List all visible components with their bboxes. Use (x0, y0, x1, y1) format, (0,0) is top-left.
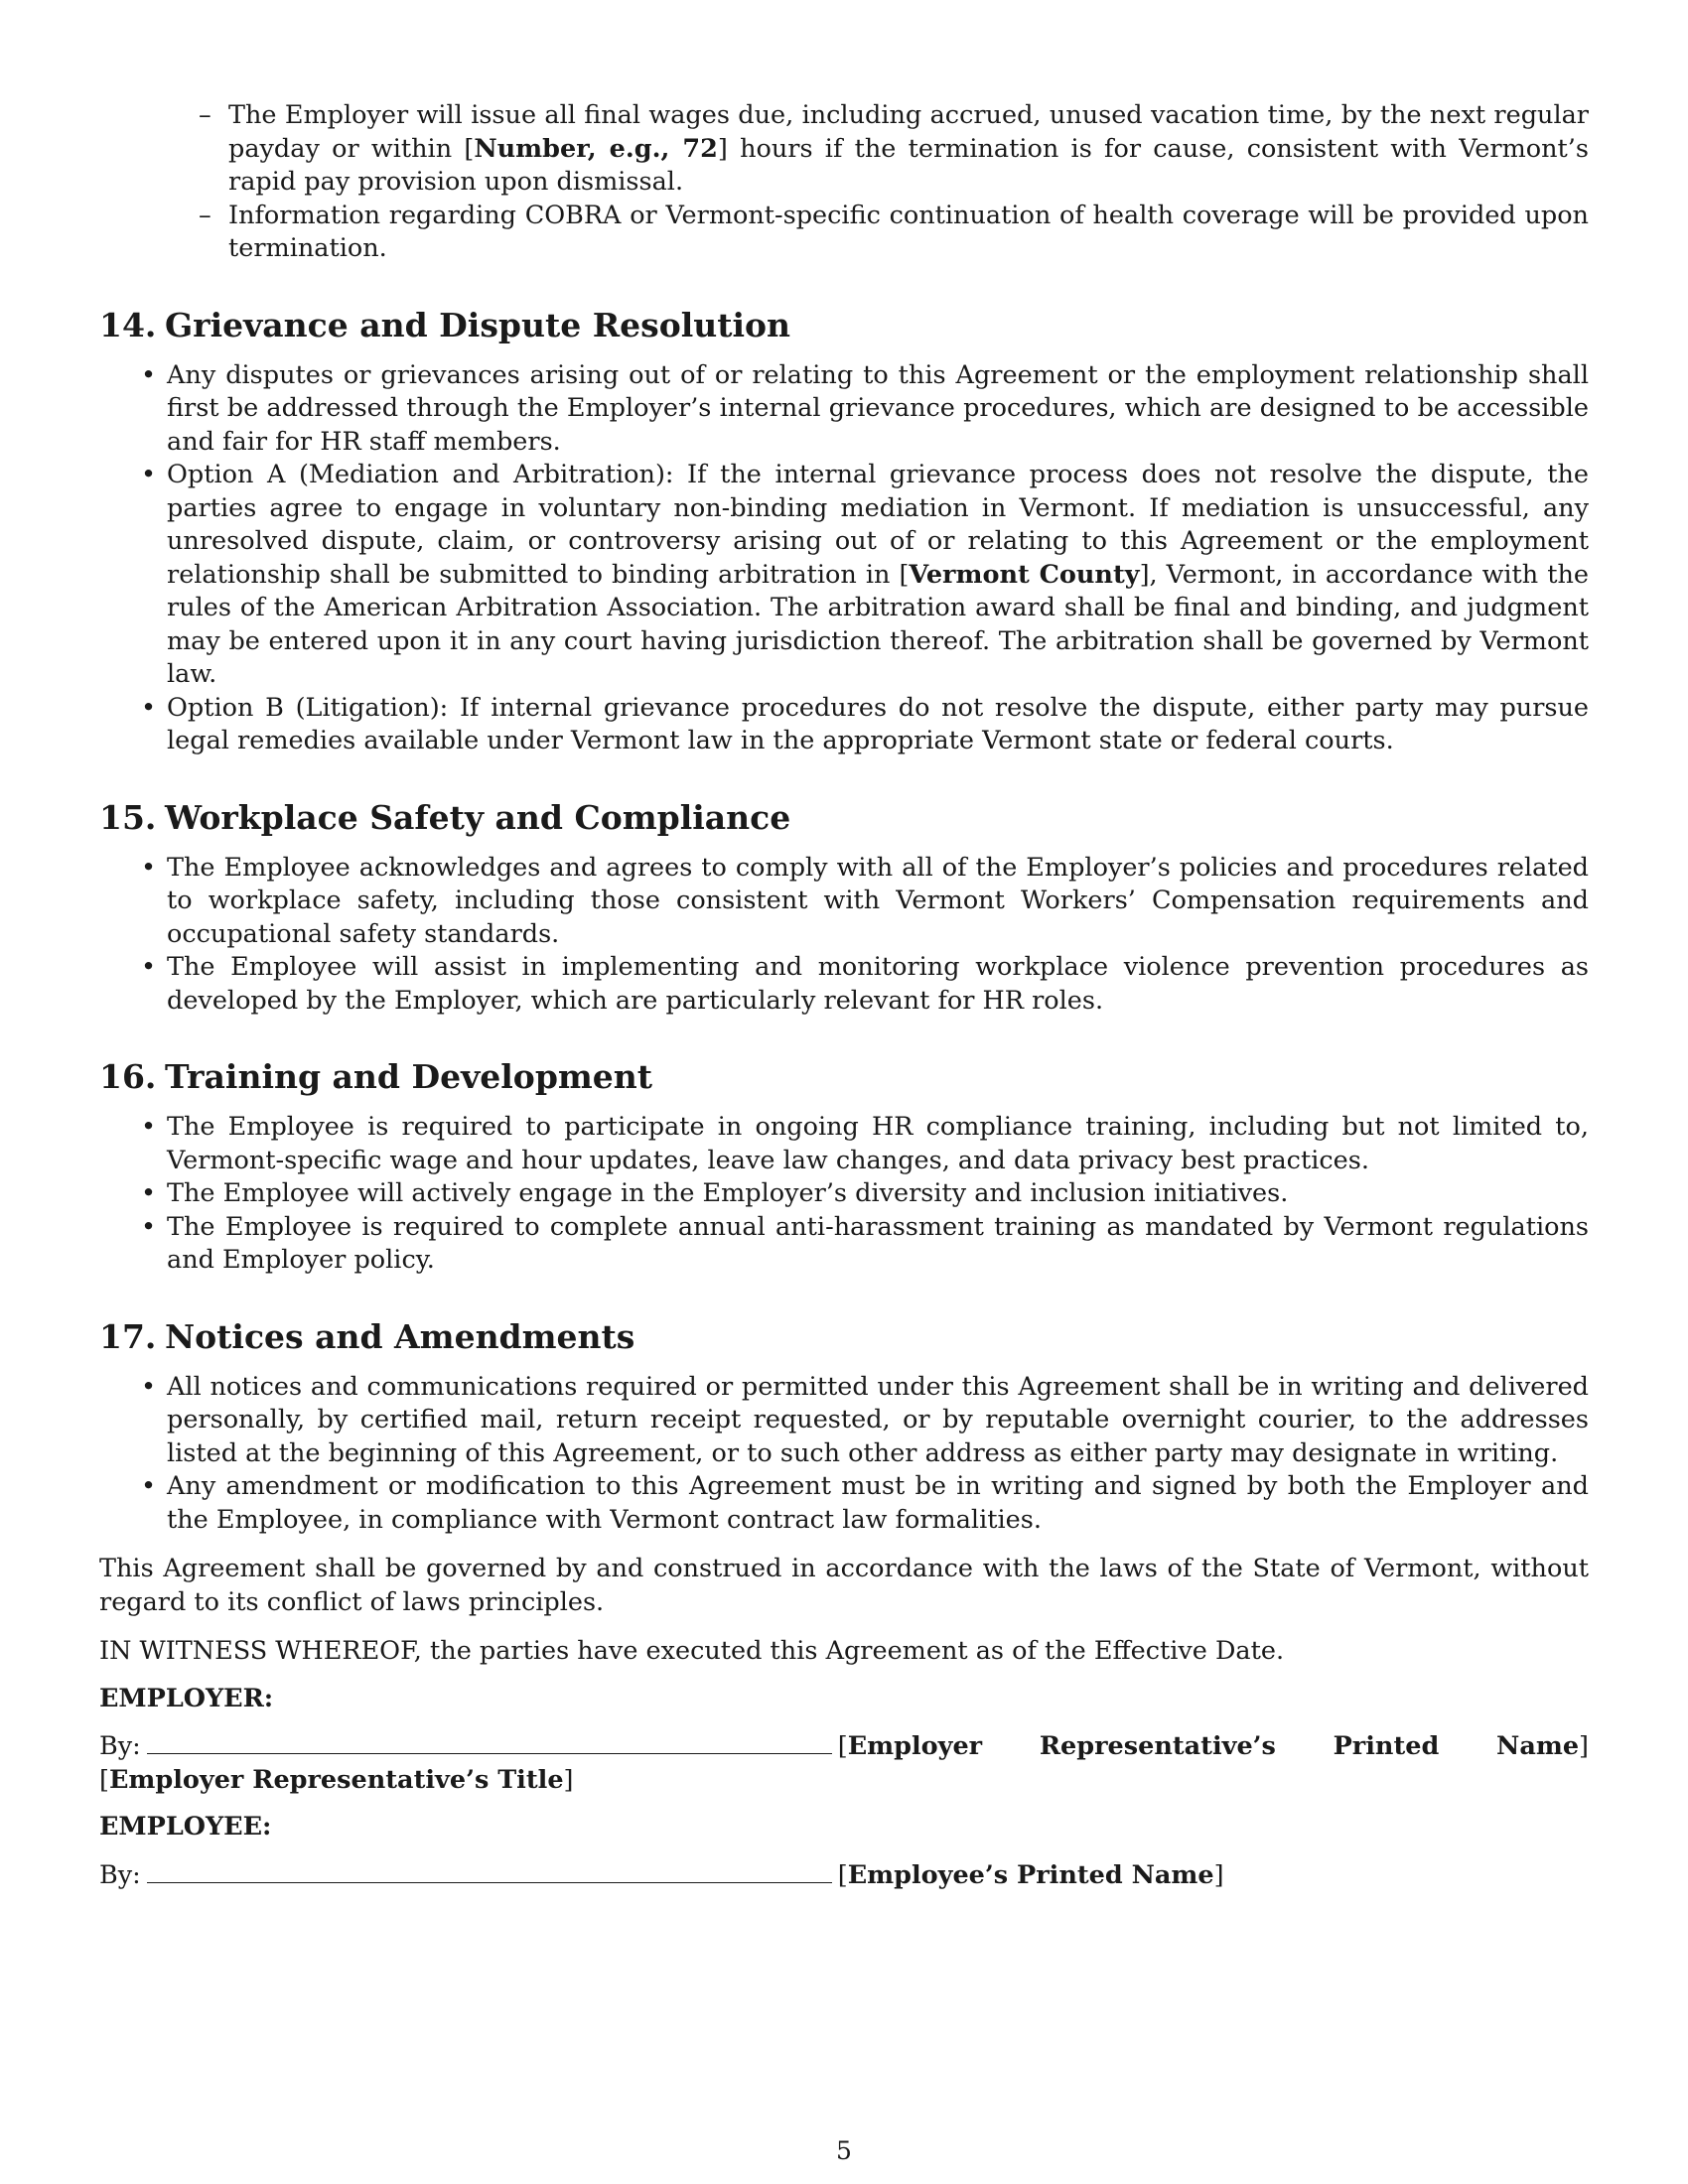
section-17 (99, 1317, 1589, 1538)
section-number: 15. (99, 797, 157, 837)
item-text: hours if the termination is for cause, consistent with Vermont’s rapid pay provision upon dismissal. (228, 133, 1589, 197)
section-heading (99, 306, 1589, 345)
bracket: ] (1213, 1859, 1224, 1890)
section-number: 17. (99, 1316, 157, 1356)
section-15 (99, 798, 1589, 1019)
list-item: • Option B (Litigation): If internal grievance procedures do not resolve the dispute, either party may pursue legal remedies available under Vermont law in the appropriate Vermont state or federal courts. (167, 692, 1589, 758)
bullet-list (167, 852, 1589, 1019)
list-item: • All notices and communications required or permitted under this Agreement shall be in writing and delivered personally, by certified mail, return receipt requested, or by reputable overnight courier, to the addresses listed at the beginning of this Agreement, or to such other address as either party may designate in writing. (167, 1371, 1589, 1471)
section-16 (99, 1057, 1589, 1278)
list-item: – Information regarding COBRA or Vermont-specific continuation of health coverage will be provided upon termination. (228, 200, 1589, 266)
employer-heading: EMPLOYER: (99, 1683, 274, 1713)
item-text: Option A (Mediation and Arbitration): If the internal grievance process does not resolve the dispute, the parties agree to engage in voluntary non-binding mediation in Vermont. If mediation is unsuccessful, any unresolved dispute, claim, or controversy arising out of or relating to this Agreement or the employment relationship shall be submitted to binding arbitration in (167, 460, 1589, 590)
employee-heading: EMPLOYEE: (99, 1812, 272, 1842)
section-heading (99, 1317, 1589, 1357)
bracket: ] (1579, 1731, 1589, 1761)
governing-law-paragraph: This Agreement shall be governed by and construed in accordance with the laws of the State of Vermont, without regard to its conflict of laws principles. (99, 1554, 1589, 1617)
placeholder-number: Number, e.g., 72 (474, 133, 718, 164)
employee-signature-block (99, 1811, 1589, 1892)
employee-printed-name: Employee’s Printed Name (847, 1859, 1214, 1890)
bracket: [ (899, 559, 910, 590)
bracket: ] (717, 133, 728, 164)
section-number: 14. (99, 305, 157, 344)
signature-blank[interactable] (147, 1729, 832, 1754)
list-item (167, 459, 1589, 692)
section-title: Notices and Amendments (165, 1316, 635, 1356)
section-heading (99, 1057, 1589, 1097)
section-14 (99, 306, 1589, 758)
list-item: • The Employee will actively engage in the Employer’s diversity and inclusion initiatives. (167, 1177, 1589, 1211)
bracket: ] (563, 1764, 574, 1795)
placeholder-county: Vermont County (909, 559, 1140, 590)
list-item: • Any disputes or grievances arising out of or relating to this Agreement or the employment relationship shall first be addressed through the Employer’s internal grievance procedures, which are designed to be accessible and fair for HR staff members. (167, 359, 1589, 460)
item-text: , Vermont, in accordance with the rules of the American Arbitration Association. The arbitration award shall be final and binding, and judgment may be entered upon it in any court having jurisdiction thereof. The arbitration shall be governed by Vermont law. (167, 559, 1589, 689)
by-label: By: (99, 1731, 141, 1761)
employee-signature-line (99, 1858, 1589, 1893)
termination-continuation-list (228, 99, 1589, 266)
list-item: • The Employee will assist in implementing and monitoring workplace violence prevention procedures as developed by the Employer, which are particularly relevant for HR roles. (167, 951, 1589, 1018)
item-text: The Employer will issue all final wages due, including accrued, unused vacation time, by the next regular payday or within (228, 100, 1589, 164)
employer-signature-line (99, 1729, 1589, 1797)
list-item: • The Employee is required to participate in ongoing HR compliance training, including but not limited to, Vermont-specific wage and hour updates, leave law changes, and data privacy best practices. (167, 1111, 1589, 1177)
section-title: Training and Development (165, 1057, 653, 1096)
bracket: ] (1139, 559, 1150, 590)
list-item: • The Employee acknowledges and agrees to comply with all of the Employer’s policies and procedures related to workplace safety, including those consistent with Vermont Workers’ Compensation requirements and occupational safety standards. (167, 852, 1589, 952)
list-item: • Any amendment or modification to this Agreement must be in writing and signed by both the Employer and the Employee, in compliance with Vermont contract law formalities. (167, 1470, 1589, 1537)
signature-blank[interactable] (147, 1858, 832, 1883)
bracket: [ (837, 1731, 848, 1761)
employer-printed-name: Employer Representative’s Printed Name (847, 1731, 1580, 1761)
by-label: By: (99, 1859, 141, 1890)
section-number: 16. (99, 1057, 157, 1096)
section-title: Workplace Safety and Compliance (165, 797, 791, 837)
bullet-list (167, 359, 1589, 758)
bullet-list (167, 1371, 1589, 1538)
bullet-list (167, 1111, 1589, 1278)
section-title: Grievance and Dispute Resolution (165, 305, 791, 344)
page-number: 5 (836, 2136, 852, 2165)
witness-paragraph: IN WITNESS WHEREOF, the parties have executed this Agreement as of the Effective Date. (99, 1636, 1285, 1666)
list-item (228, 99, 1589, 200)
section-heading (99, 798, 1589, 838)
list-item: • The Employee is required to complete annual anti-harassment training as mandated by Vermont regulations and Employer policy. (167, 1211, 1589, 1278)
employer-signature-block (99, 1683, 1589, 1798)
bracket: [ (99, 1764, 109, 1795)
bracket: [ (464, 133, 475, 164)
bracket: [ (837, 1859, 848, 1890)
employer-title: Employer Representative’s Title (108, 1764, 564, 1795)
